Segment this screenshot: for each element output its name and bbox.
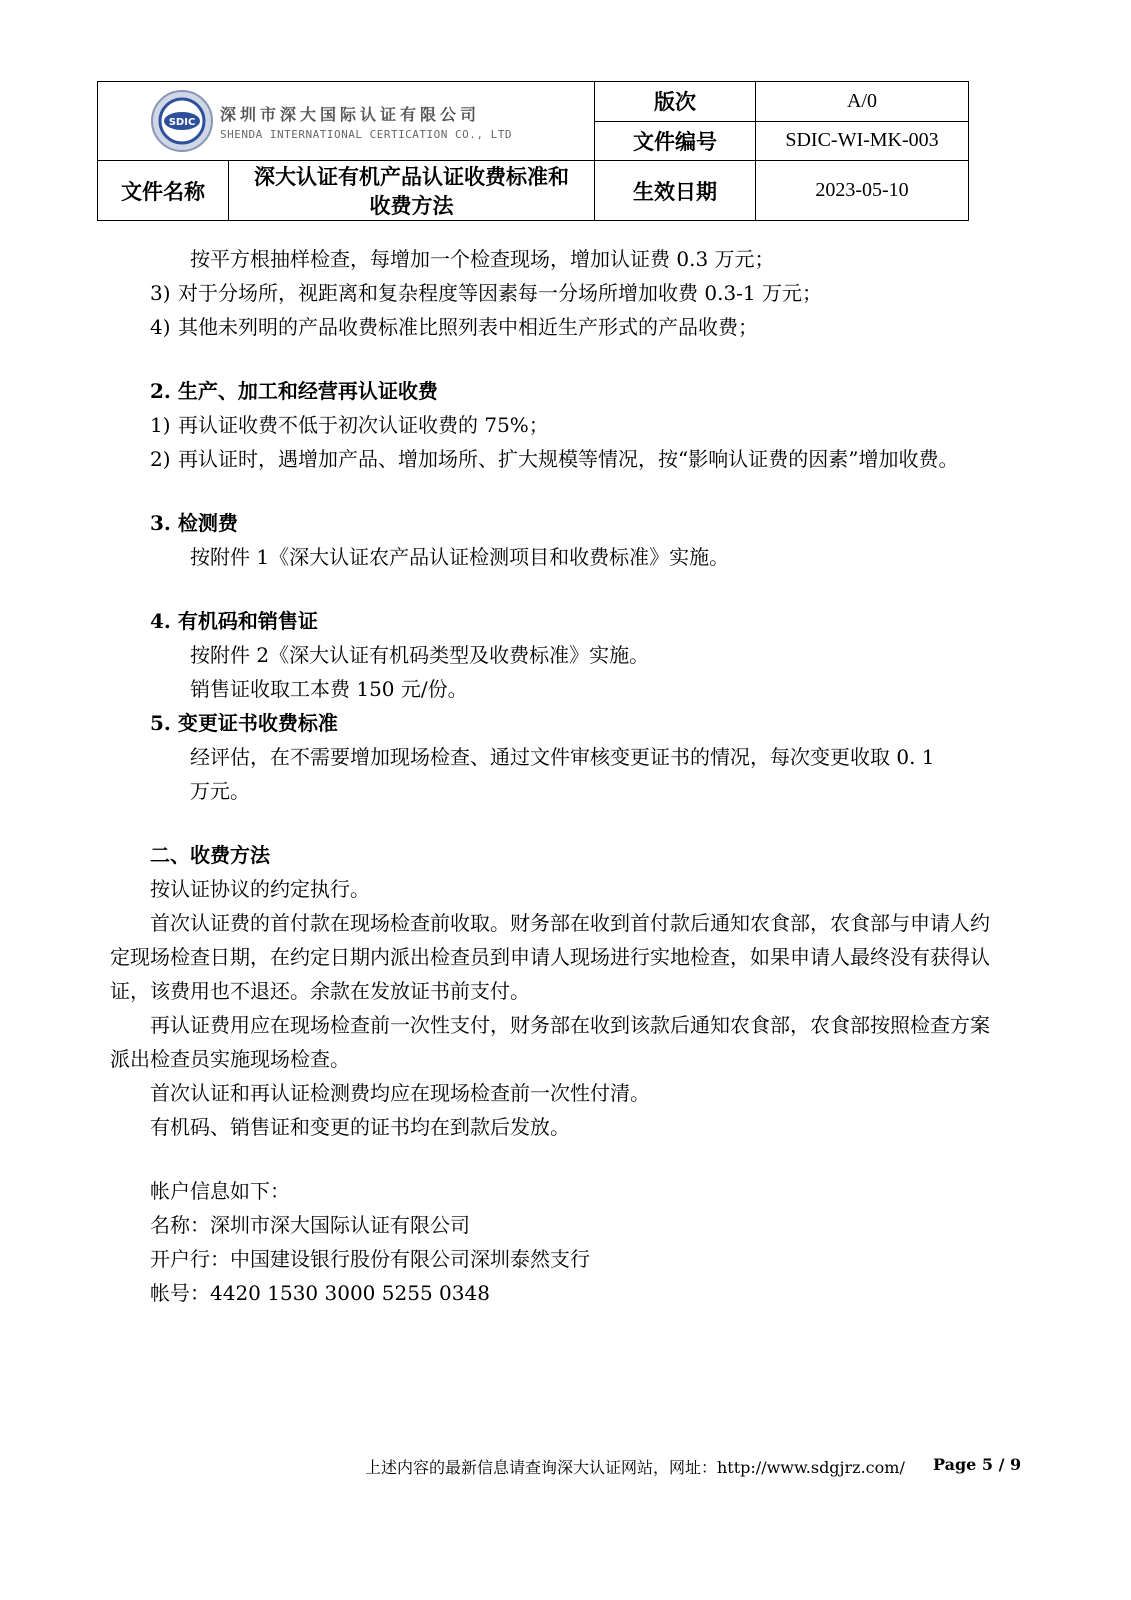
account-title: 帐户信息如下： (150, 1179, 290, 1203)
paragraph: 首次认证和再认证检测费均应在现场检查前一次性付清。 (150, 1081, 650, 1105)
list-item: 2) 再认证时，遇增加产品、增加场所、扩大规模等情况，按“影响认证费的因素”增加收费。 (150, 447, 959, 471)
section-text: 经评估，在不需要增加现场检查、通过文件审核变更证书的情况，每次变更收取 0. 1 (190, 745, 935, 769)
account-bank: 开户行：中国建设银行股份有限公司深圳泰然支行 (150, 1247, 590, 1271)
company-seal-icon (150, 89, 214, 153)
paragraph: 首次认证费的首付款在现场检查前收取。财务部在收到首付款后通知农食部，农食部与申请人约定现场检查日期，在约定日期内派出检查员到申请人现场进行实地检查，如果申请人最终没有获得认证，该费用也不退还。余款在发放证书前支付。 (110, 911, 990, 1003)
section-heading: 5. 变更证书收费标准 (150, 711, 338, 735)
list-item: 4) 其他未列明的产品收费标准比照列表中相近生产形式的产品收费； (150, 315, 758, 339)
section-heading: 4. 有机码和销售证 (150, 609, 318, 633)
section-heading: 2. 生产、加工和经营再认证收费 (150, 379, 438, 403)
page-number: Page 5 / 9 (933, 1455, 1022, 1474)
part-heading: 二、收费方法 (150, 843, 270, 867)
section-text: 按附件 1《深大认证农产品认证检测项目和收费标准》实施。 (190, 545, 730, 569)
continued-line: 按平方根抽样检查，每增加一个检查现场，增加认证费 0.3 万元； (190, 247, 775, 271)
docname-value: 深大认证有机产品认证收费标准和 收费方法 (254, 163, 569, 218)
document-body (110, 242, 1010, 1310)
section-text: 万元。 (190, 779, 250, 803)
paragraph: 有机码、销售证和变更的证书均在到款后发放。 (150, 1115, 570, 1139)
company-name-cn: 深圳市深大国际认证有限公司 (220, 104, 481, 124)
paragraph: 按认证协议的约定执行。 (150, 877, 370, 901)
company-logo (98, 82, 594, 160)
edition-label: 版次 (595, 82, 756, 122)
paragraph: 再认证费用应在现场检查前一次性支付，财务部在收到该款后通知农食部，农食部按照检查方案派出检查员实施现场检查。 (110, 1013, 990, 1071)
list-item: 3) 对于分场所，视距离和复杂程度等因素每一分场所增加收费 0.3-1 万元； (150, 281, 823, 305)
docname-label: 文件名称 (98, 161, 229, 220)
docno-label: 文件编号 (595, 121, 756, 161)
account-name: 名称：深圳市深大国际认证有限公司 (150, 1213, 470, 1237)
logo-cell (98, 82, 595, 161)
docno-value: SDIC-WI-MK-003 (756, 121, 969, 161)
svg-text:SDIC: SDIC (168, 117, 196, 128)
header-table (97, 81, 969, 221)
date-value: 2023-05-10 (756, 161, 969, 221)
section-heading: 3. 检测费 (150, 511, 238, 535)
footer-note: 上述内容的最新信息请查询深大认证网站，网址：http://www.sdgjrz.com/ (365, 1458, 905, 1477)
edition-value: A/0 (756, 82, 969, 122)
account-number: 帐号：4420 1530 3000 5255 0348 (150, 1281, 490, 1305)
list-item: 1) 再认证收费不低于初次认证收费的 75%； (150, 413, 549, 437)
section-text: 按附件 2《深大认证有机码类型及收费标准》实施。 (190, 643, 650, 667)
section-text: 销售证收取工本费 150 元/份。 (190, 677, 468, 701)
date-label: 生效日期 (595, 161, 756, 221)
company-name-en: SHENDA INTERNATIONAL CERTICATION CO., LTD (220, 127, 513, 141)
